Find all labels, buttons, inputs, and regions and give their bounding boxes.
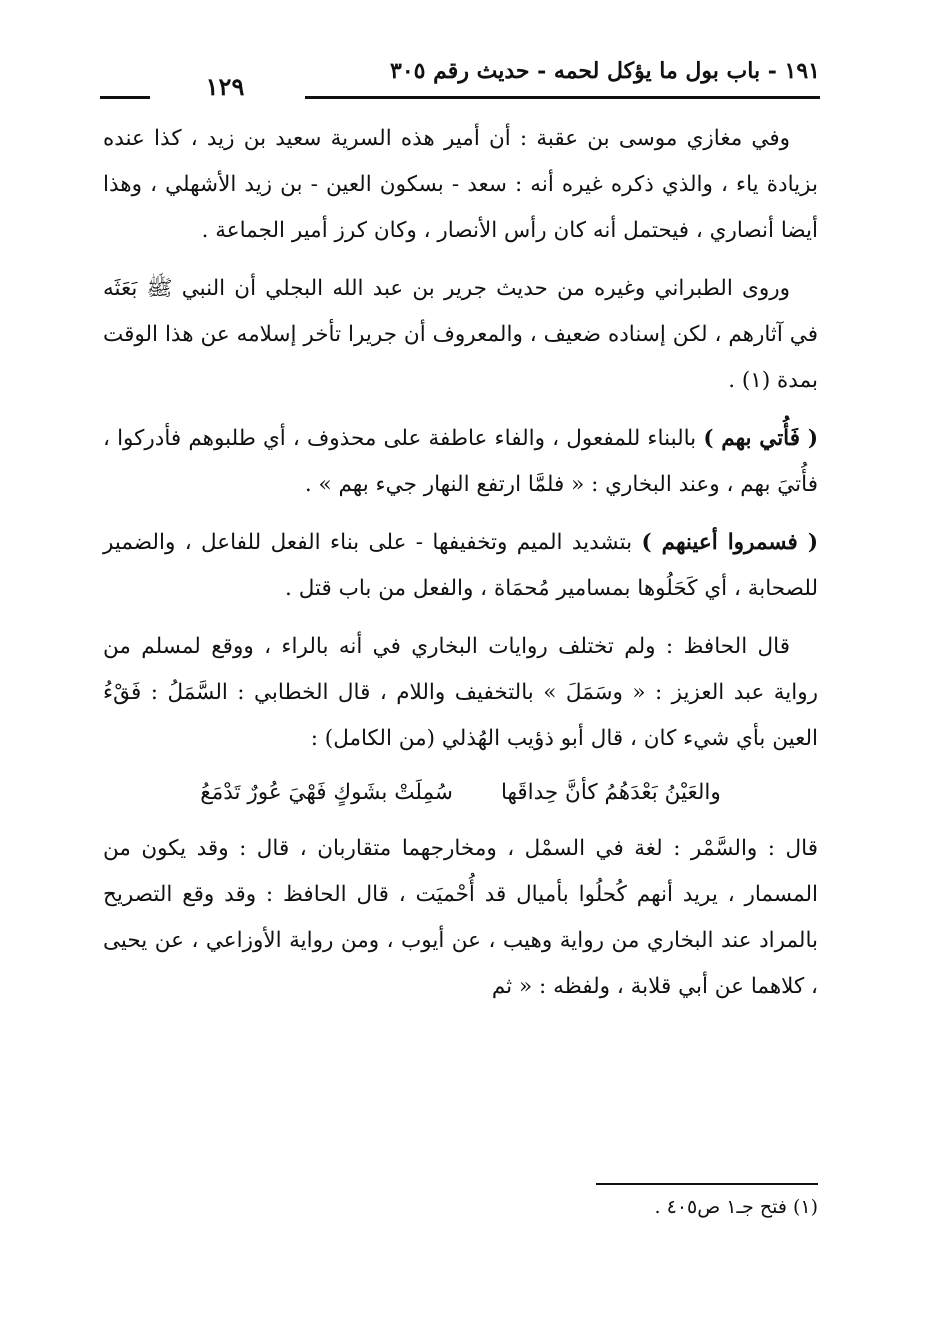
footnote: (١) فتح جـ١ ص٤٠٥ . [654, 1196, 818, 1218]
paragraph-2: وروى الطبراني وغيره من حديث جرير بن عبد الله البجلي أن النبي ﷺ بَعَثَه في آثارهم ، لكن إسناده ضعيف ، والمعروف أن جريرا تأخر إسلامه عن هذا الوقت بمدة (١) . [103, 276, 818, 393]
poem-verse [103, 770, 818, 816]
paragraph-3 [103, 416, 818, 508]
paragraph-1: وفي مغازي موسى بن عقبة : أن أمير هذه السرية سعيد بن زيد ، كذا عنده بزيادة ياء ، والذي ذكره غيره أنه : سعد - بسكون العين - بن زيد الأشهلي ، وهذا أيضا أنصاري ، فيحتمل أنه كان رأس الأنصار ، وكان كرز أمير الجماعة . [103, 126, 818, 243]
header-rule [305, 96, 820, 99]
running-header [100, 58, 820, 102]
poem-hemistich-right: والعَيْنُ بَعْدَهُمُ كأنَّ حِداقَها [500, 780, 721, 805]
poem-hemistich-left: سُمِلَتْ بشَوكٍ فَهْيَ عُورٌ تَدْمَعُ [200, 780, 453, 805]
page-number: ١٢٩ [205, 72, 245, 101]
chapter-title: ١٩١ - باب بول ما يؤكل لحمه - حديث رقم ٣٠٥ [390, 58, 820, 84]
paragraph-3-text: بالبناء للمفعول ، والفاء عاطفة على محذوف ، أي طلبوهم فأدركوا ، فأُتيَ بهم ، وعند البخاري : « فلمَّا ارتفع النهار جيء بهم » . [103, 426, 818, 497]
paragraph-4 [103, 520, 818, 612]
lemma-fasamaru-ayunahum: ( فسمروا أعينهم ) [641, 530, 818, 555]
lemma-fa-uti-bihim: ( فَأُتي بهم ) [703, 426, 818, 451]
body-text [103, 116, 818, 1010]
header-rule-left [100, 96, 150, 99]
paragraph-4-text: بتشديد الميم وتخفيفها - على بناء الفعل للفاعل ، والضمير للصحابة ، أي كَحَلُوها بمسامير مُحمَاة ، والفعل من باب قتل . [103, 530, 818, 601]
paragraph-6: قال : والسَّمْر : لغة في السمْل ، ومخارجهما متقاربان ، قال : وقد يكون من المسمار ، يريد أنهم كُحلُوا بأميال قد أُحْميَت ، قال الحافظ : وقد وقع التصريح بالمراد عند البخاري من رواية وهيب ، عن أيوب ، ومن رواية الأوزاعي ، عن يحيى ، كلاهما عن أبي قلابة ، ولفظه : « ثم [103, 836, 818, 999]
footnote-rule [596, 1183, 818, 1185]
paragraph-5: قال الحافظ : ولم تختلف روايات البخاري في أنه بالراء ، ووقع لمسلم من رواية عبد العزيز : « وسَمَلَ » بالتخفيف واللام ، قال الخطابي : السَّمَلُ : فَقْءُ العين بأي شيء كان ، قال أبو ذؤيب الهُذلي (من الكامل) : [103, 634, 818, 751]
